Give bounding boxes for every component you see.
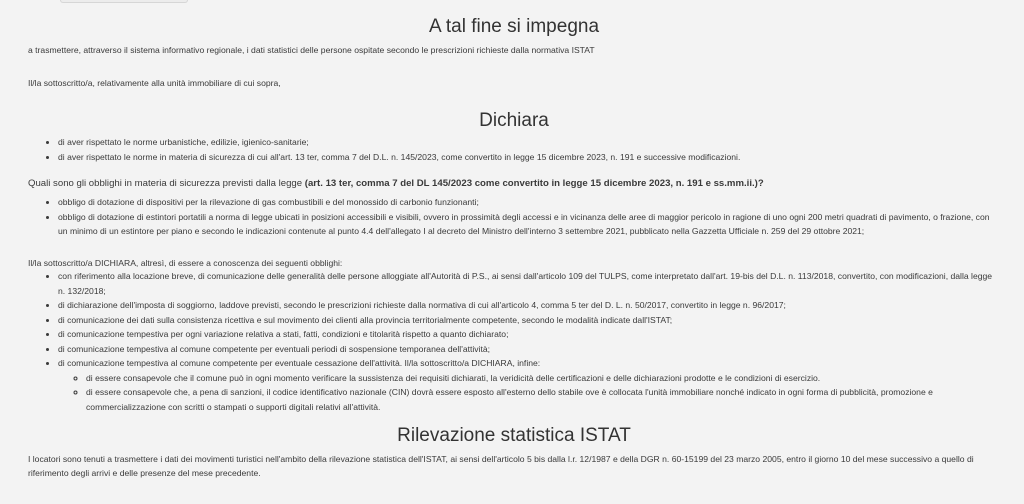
- list-item: • di dichiarazione dell'imposta di soggiorno, laddove previsti, secondo le prescrizioni richieste dalla normativa di cui all'articolo 4, comma 5 ter del D. L. n. 50/2017, convertito in legge n. 96/2017;: [58, 298, 1000, 313]
- list-item: [58, 356, 1000, 414]
- list-item: • di aver rispettato le norme in materia di sicurezza di cui all'art. 13 ter, comma 7 del D.L. n. 145/2023, come convertito in legge 15 dicembre 2023, n. 191 e successive modificazioni.: [58, 150, 1000, 165]
- list-item: • di comunicazione dei dati sulla consistenza ricettiva e sul movimento dei clienti alla provincia territorialmente competente, secondo le modalità indicate dall'ISTAT;: [58, 313, 1000, 328]
- list-item-text: di comunicazione tempestiva al comune competente per eventuale cessazione dell'attività. Il/la sottoscritto/a DICHIARA, infine:: [58, 358, 541, 368]
- list-item: ◦ di essere consapevole che il comune può in ogni momento verificare la sussistenza dei requisiti dichiarati, la veridicità delle certificazioni e delle dichiarazioni prodotte e le condizioni di esercizio.: [86, 371, 1000, 386]
- obblighi-intro: Il/la sottoscritto/a DICHIARA, altresì, di essere a conoscenza dei seguenti obblighi:: [28, 258, 343, 268]
- list-item: • con riferimento alla locazione breve, di comunicazione delle generalità delle persone alloggiate all'Autorità di P.S., ai sensi dall'articolo 109 del TULPS, come interpretato dall'art. 19-bis del D.L. n. 113/2018, convertito, con modificazioni, dalla legge n. 132/2018;: [58, 269, 1000, 298]
- list-item: • di comunicazione tempestiva per ogni variazione relativa a stati, fatti, condizioni e titolarità rispetto a quanto dichiarato;: [58, 327, 1000, 342]
- dichiara-list: [28, 135, 1000, 164]
- section-title-istat: Rilevazione statistica ISTAT: [397, 425, 631, 446]
- top-tab-edge: [60, 0, 188, 3]
- istat-text: I locatori sono tenuti a trasmettere i dati dei movimenti turistici nell'ambito della rilevazione statistica dell'ISTAT, ai sensi dell'articolo 5 bis dalla l.r. 12/1987 e della DGR n. 60-15199 del 23 marzo 2005, entro il giorno 10 del mese successivo a quello di riferimento degli arrivi e delle presenze del mese precedente.: [28, 454, 974, 478]
- list-item: ◦ di essere consapevole che, a pena di sanzioni, il codice identificativo nazionale (CIN) dovrà essere esposto all'esterno dello stabile ove è collocata l'unità immobiliare nonché indicato in ogni forma di pubblicità, promozione e commercializzazione con scritti o stampati o supporti digitali relativi all'attività.: [86, 385, 1000, 414]
- dichiara-infine-list: [58, 371, 1000, 415]
- section-title-impegna: A tal fine si impegna: [428, 16, 600, 37]
- safety-question-reference: (art. 13 ter, comma 7 del DL 145/2023 come convertito in legge 15 dicembre 2023, n. 191 e ss.mm.ii.)?: [304, 178, 764, 189]
- list-item: • obbligo di dotazione di estintori portatili a norma di legge ubicati in posizioni accessibili e visibili, ovvero in prossimità degli accessi e in vicinanza delle aree di maggior pericolo in ragione di uno ogni 200 metri quadrati di pavimento, o frazione, con un minimo di un estintore per piano e secondo le indicazioni contenute al punto 4.4 dell'allegato I al decreto del Ministro dell'interno 3 settembre 2021, pubblicato nella Gazzetta Ufficiale n. 259 del 29 ottobre 2021;: [58, 210, 1000, 239]
- safety-question-text: Quali sono gli obblighi in materia di sicurezza previsti dalla legge: [28, 178, 305, 189]
- safety-obligations-list: [28, 195, 1000, 239]
- intro-text: Il/la sottoscritto/a, relativamente alla unità immobiliare di cui sopra,: [28, 78, 281, 88]
- obblighi-list: [28, 269, 1000, 414]
- list-item: • di comunicazione tempestiva al comune competente per eventuali periodi di sospensione temporanea dell'attività;: [58, 342, 1000, 357]
- list-item: • di aver rispettato le norme urbanistiche, edilizie, igienico-sanitarie;: [58, 135, 1000, 150]
- section-title-dichiara: Dichiara: [479, 110, 549, 131]
- impegna-text: a trasmettere, attraverso il sistema informativo regionale, i dati statistici delle persone ospitate secondo le prescrizioni richieste dalla normativa ISTAT: [28, 45, 595, 55]
- safety-question: [28, 177, 1000, 191]
- list-item: • obbligo di dotazione di dispositivi per la rilevazione di gas combustibili e del monossido di carbonio funzionanti;: [58, 195, 1000, 210]
